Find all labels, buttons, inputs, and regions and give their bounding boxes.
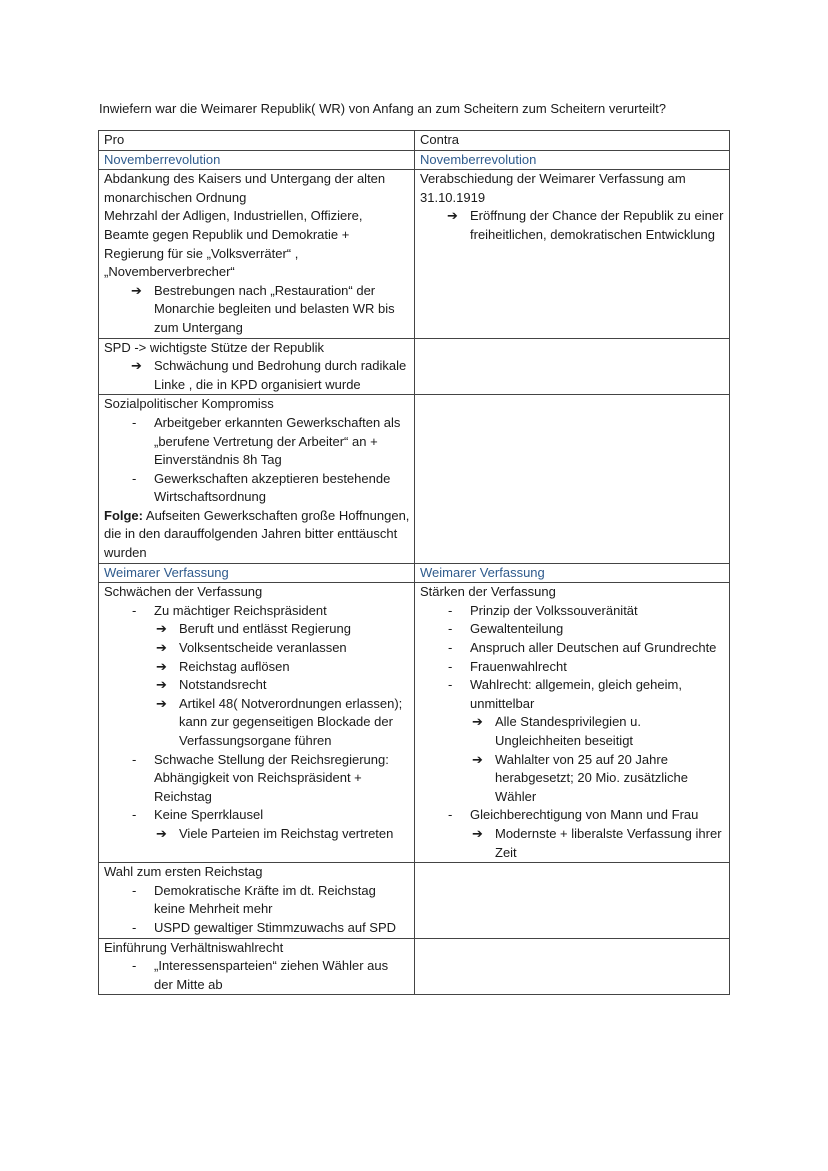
arrow-item-text: Schwächung und Bedrohung durch radikale Linke , die in KPD organisiert wurde bbox=[154, 358, 407, 392]
arrow-item bbox=[104, 676, 410, 695]
cell-line: Einführung Verhältniswahlrecht bbox=[104, 939, 284, 955]
arrow-right-icon: ➔ bbox=[447, 208, 458, 224]
arrow-item-text: Wahlalter von 25 auf 20 Jahre herabgesetzt; 20 Mio. zusätzliche Wähler bbox=[495, 751, 688, 804]
arrow-item-text: Eröffnung der Chance der Republik zu einer freiheitlichen, demokratischen Entwicklung bbox=[470, 208, 724, 242]
arrow-item bbox=[104, 639, 410, 658]
cell-line: Mehrzahl der Adligen, Industriellen, Offiziere, Beamte gegen Republik und Demokratie + Regierung für sie „Volksverräter“ , „Novemberverbrecher“ bbox=[104, 208, 363, 280]
arrow-right-icon: ➔ bbox=[131, 358, 142, 374]
dash-item: - Gewerkschaften akzeptieren bestehende Wirtschaftsordnung bbox=[104, 470, 410, 507]
arrow-item-text: Alle Standesprivilegien u. Ungleichheiten beseitigt bbox=[495, 714, 641, 748]
cell-line: Wahl zum ersten Reichstag bbox=[104, 864, 263, 880]
arrow-item-text: Modernste + liberalste Verfassung ihrer Zeit bbox=[495, 825, 722, 860]
section-november-pro: Novemberrevolution bbox=[99, 150, 415, 170]
dash-item: - Wahlrecht: allgemein, gleich geheim, unmittelbar bbox=[420, 676, 725, 713]
arrow-right-icon: ➔ bbox=[156, 658, 167, 674]
section-row-november bbox=[99, 150, 730, 170]
dash-item: - „Interessensparteien“ ziehen Wähler aus der Mitte ab bbox=[104, 957, 410, 994]
section-verfassung-contra: Weimarer Verfassung bbox=[415, 563, 730, 583]
document-title: Inwiefern war die Weimarer Republik( WR) von Anfang an zum Scheitern zum Scheitern verurteilt? bbox=[99, 101, 666, 116]
cell-pro bbox=[99, 338, 415, 395]
cell-contra-empty bbox=[415, 395, 730, 563]
arrow-item bbox=[104, 357, 410, 394]
arrow-item bbox=[420, 751, 725, 807]
dash-item: - Demokratische Kräfte im dt. Reichstag keine Mehrheit mehr bbox=[104, 882, 410, 919]
arrow-item-text: Beruft und entlässt Regierung bbox=[179, 621, 351, 637]
arrow-item-text: Notstandsrecht bbox=[179, 677, 267, 693]
arrow-right-icon: ➔ bbox=[156, 640, 167, 656]
dash-item: - Schwache Stellung der Reichsregierung: Abhängigkeit von Reichspräsident + Reichstag bbox=[104, 751, 410, 807]
pro-contra-table bbox=[98, 130, 730, 995]
arrow-right-icon: ➔ bbox=[472, 825, 483, 841]
folge-text: Aufseiten Gewerkschaften große Hoffnungen, die in den darauffolgenden Jahren bitter enttäuscht wurden bbox=[104, 507, 410, 561]
cell-line: Sozialpolitischer Kompromiss bbox=[104, 396, 274, 412]
arrow-right-icon: ➔ bbox=[156, 695, 167, 711]
dash-item: - Gleichberechtigung von Mann und Frau bbox=[420, 806, 725, 825]
cell-line: Verabschiedung der Weimarer Verfassung am 31.10.1919 bbox=[420, 171, 686, 205]
cell-line: SPD -> wichtigste Stütze der Republik bbox=[104, 339, 325, 355]
arrow-item bbox=[104, 695, 410, 751]
dash-item: - Prinzip der Volkssouveränität bbox=[420, 602, 725, 621]
header-contra: Contra bbox=[415, 131, 730, 151]
arrow-right-icon: ➔ bbox=[156, 621, 167, 637]
arrow-item-text: Bestrebungen nach „Restauration“ der Monarchie begleiten und belasten WR bis zum Untergang bbox=[154, 282, 395, 335]
cell-pro bbox=[99, 395, 415, 563]
arrow-right-icon: ➔ bbox=[472, 714, 483, 730]
dash-item: - Keine Sperrklausel bbox=[104, 806, 410, 825]
cell-contra-empty bbox=[415, 338, 730, 395]
cell-contra-empty bbox=[415, 863, 730, 938]
cell-pro bbox=[99, 170, 415, 338]
cell-pro bbox=[99, 583, 415, 863]
arrow-item bbox=[104, 825, 410, 844]
section-verfassung-pro: Weimarer Verfassung bbox=[99, 563, 415, 583]
dash-item: - USPD gewaltiger Stimmzuwachs auf SPD bbox=[104, 919, 410, 938]
cell-pro bbox=[99, 863, 415, 938]
cell-contra bbox=[415, 583, 730, 863]
arrow-item-text: Reichstag auflösen bbox=[179, 658, 290, 674]
table-row bbox=[99, 863, 730, 938]
cell-line: Stärken der Verfassung bbox=[420, 584, 556, 600]
table-row bbox=[99, 395, 730, 563]
arrow-right-icon: ➔ bbox=[472, 751, 483, 767]
dash-item: - Frauenwahlrecht bbox=[420, 658, 725, 677]
dash-item: - Gewaltenteilung bbox=[420, 620, 725, 639]
table-row bbox=[99, 583, 730, 863]
section-row-verfassung bbox=[99, 563, 730, 583]
arrow-item-text: Volksentscheide veranlassen bbox=[179, 640, 347, 656]
arrow-right-icon: ➔ bbox=[156, 677, 167, 693]
arrow-right-icon: ➔ bbox=[131, 282, 142, 298]
dash-item: - Zu mächtiger Reichspräsident bbox=[104, 602, 410, 621]
arrow-item bbox=[420, 713, 725, 750]
section-november-contra: Novemberrevolution bbox=[415, 150, 730, 170]
arrow-item-text: Viele Parteien im Reichstag vertreten bbox=[179, 825, 394, 841]
table-row bbox=[99, 338, 730, 395]
dash-item: - Arbeitgeber erkannten Gewerkschaften als „berufene Vertretung der Arbeiter“ an + Einverständnis 8h Tag bbox=[104, 414, 410, 470]
folge-label: Folge: bbox=[104, 507, 143, 523]
header-row bbox=[99, 131, 730, 151]
table-row bbox=[99, 170, 730, 338]
arrow-item bbox=[104, 620, 410, 639]
table-row bbox=[99, 938, 730, 995]
arrow-item bbox=[104, 282, 410, 338]
arrow-item bbox=[420, 825, 725, 862]
cell-pro bbox=[99, 938, 415, 995]
cell-contra bbox=[415, 170, 730, 338]
folge-line bbox=[104, 507, 410, 563]
cell-line: Abdankung des Kaisers und Untergang der alten monarchischen Ordnung bbox=[104, 171, 386, 205]
arrow-right-icon: ➔ bbox=[156, 825, 167, 841]
arrow-item bbox=[420, 207, 725, 244]
cell-contra-empty bbox=[415, 938, 730, 995]
header-pro: Pro bbox=[99, 131, 415, 151]
arrow-item bbox=[104, 658, 410, 677]
dash-item: - Anspruch aller Deutschen auf Grundrechte bbox=[420, 639, 725, 658]
cell-line: Schwächen der Verfassung bbox=[104, 584, 263, 600]
arrow-item-text: Artikel 48( Notverordnungen erlassen); kann zur gegenseitigen Blockade der Verfassungsorgane führen bbox=[179, 695, 403, 748]
